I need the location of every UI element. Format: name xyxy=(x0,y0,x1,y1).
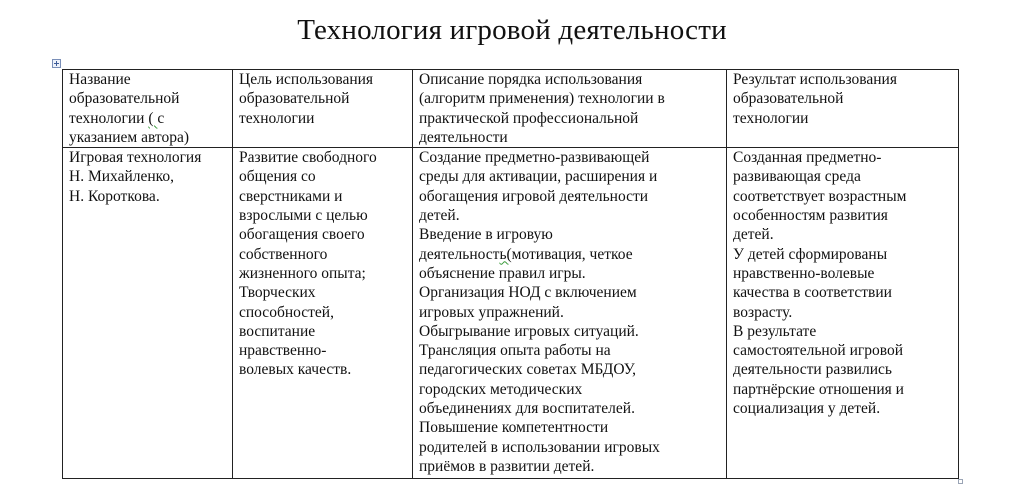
cell-line: Создание предметно-развивающей xyxy=(419,149,650,167)
cell-line: Развитие свободного xyxy=(239,149,377,167)
cell-line: способностей, xyxy=(239,303,334,321)
technology-table xyxy=(62,69,959,479)
cell-line: Игровая технология xyxy=(69,149,202,167)
cell-line: Введение в игровую xyxy=(419,226,553,244)
cell-line: особенностям развития xyxy=(733,207,888,225)
header-line: Описание порядка использования xyxy=(419,71,643,88)
header-line: образовательной xyxy=(239,90,350,108)
header-line: образовательной xyxy=(733,90,844,108)
cell-line: детей. xyxy=(419,207,460,225)
header-line: Результат использования xyxy=(733,71,897,88)
cell-line: воспитание xyxy=(239,322,316,340)
header-description[interactable] xyxy=(413,70,727,148)
cell-line: Н. Короткова. xyxy=(69,187,160,205)
cell-line: обогащения своего xyxy=(239,226,365,244)
cell-goal[interactable] xyxy=(233,148,413,479)
table-resize-handle-icon[interactable] xyxy=(958,479,963,484)
spelling-mark: ( xyxy=(148,109,158,127)
header-line: Цель использования xyxy=(239,71,374,88)
header-goal[interactable] xyxy=(233,70,413,148)
cell-line: Обыгрывание игровых ситуаций. xyxy=(419,322,639,340)
spelling-mark: ь( xyxy=(499,245,512,263)
cell-line: Трансляция опыта работы на xyxy=(419,342,611,360)
cell-line: нравственно- xyxy=(239,342,327,360)
cell-line: Повышение компетентности xyxy=(419,419,609,437)
cell-line: собственного xyxy=(239,245,328,263)
cell-line: Н. Михайленко, xyxy=(69,168,175,186)
header-line: (алгоритм применения) технологии в xyxy=(419,90,665,108)
cell-line: партнёрские отношения и xyxy=(733,380,904,398)
header-technology-name[interactable] xyxy=(63,70,233,148)
cell-line: Творческих xyxy=(239,284,316,302)
cell-line: В результате xyxy=(733,322,817,340)
cell-line: соответствует возрастным xyxy=(733,187,907,205)
cell-line: социализация у детей. xyxy=(733,400,881,418)
cell-line: качества в соответствии xyxy=(733,284,892,302)
cell-description[interactable] xyxy=(413,148,727,479)
cell-line: общения со xyxy=(239,168,316,186)
document-title: Технология игровой деятельности xyxy=(297,14,727,46)
cell-line: взрослыми с целью xyxy=(239,207,368,225)
cell-line: волевых качеств. xyxy=(239,361,352,379)
cell-line: детей. xyxy=(733,226,774,244)
cell-line: педагогических советах МБДОУ, xyxy=(419,361,637,379)
header-line: Название xyxy=(69,71,131,88)
cell-line: У детей сформированы xyxy=(733,245,888,263)
cell-line: обогащения игровой деятельности xyxy=(419,187,649,205)
cell-line: нравственно-волевые xyxy=(733,264,875,282)
table-move-handle-icon[interactable] xyxy=(52,59,61,68)
cell-line: среды для активации, расширения и xyxy=(419,168,658,186)
cell-line: объяснение правил игры. xyxy=(419,264,586,282)
cell-line: Организация НОД с включением xyxy=(419,284,637,302)
header-line: технологии xyxy=(239,109,315,127)
cell-technology[interactable] xyxy=(63,148,233,479)
header-line: указанием автора) xyxy=(69,128,190,146)
cell-line: Созданная предметно- xyxy=(733,149,882,167)
cell-line: деятельность(мотивация, четкое xyxy=(419,245,633,263)
cell-line: деятельности развились xyxy=(733,361,892,379)
header-line: деятельности xyxy=(419,128,508,146)
table-header-row xyxy=(63,70,959,148)
cell-result[interactable] xyxy=(727,148,959,479)
cell-line: приёмов в развитии детей. xyxy=(419,457,595,475)
cell-line: родителей в использовании игровых xyxy=(419,438,660,456)
cell-line: объединениях для воспитателей. xyxy=(419,400,635,418)
cell-line: игровых упражнений. xyxy=(419,303,564,321)
table-row xyxy=(63,148,959,479)
cell-line: возрасту. xyxy=(733,303,793,321)
cell-line: сверстниками и xyxy=(239,187,343,205)
cell-line: городских методических xyxy=(419,380,583,398)
header-line: технологии xyxy=(733,109,809,127)
cell-line: развивающая среда xyxy=(733,168,861,186)
header-result[interactable] xyxy=(727,70,959,148)
cell-line: самостоятельной игровой xyxy=(733,342,904,360)
header-line: образовательной xyxy=(69,90,180,108)
header-line: технологии ( с xyxy=(69,109,165,127)
cell-line: жизненного опыта; xyxy=(239,264,366,282)
header-line: практической профессиональной xyxy=(419,109,639,127)
